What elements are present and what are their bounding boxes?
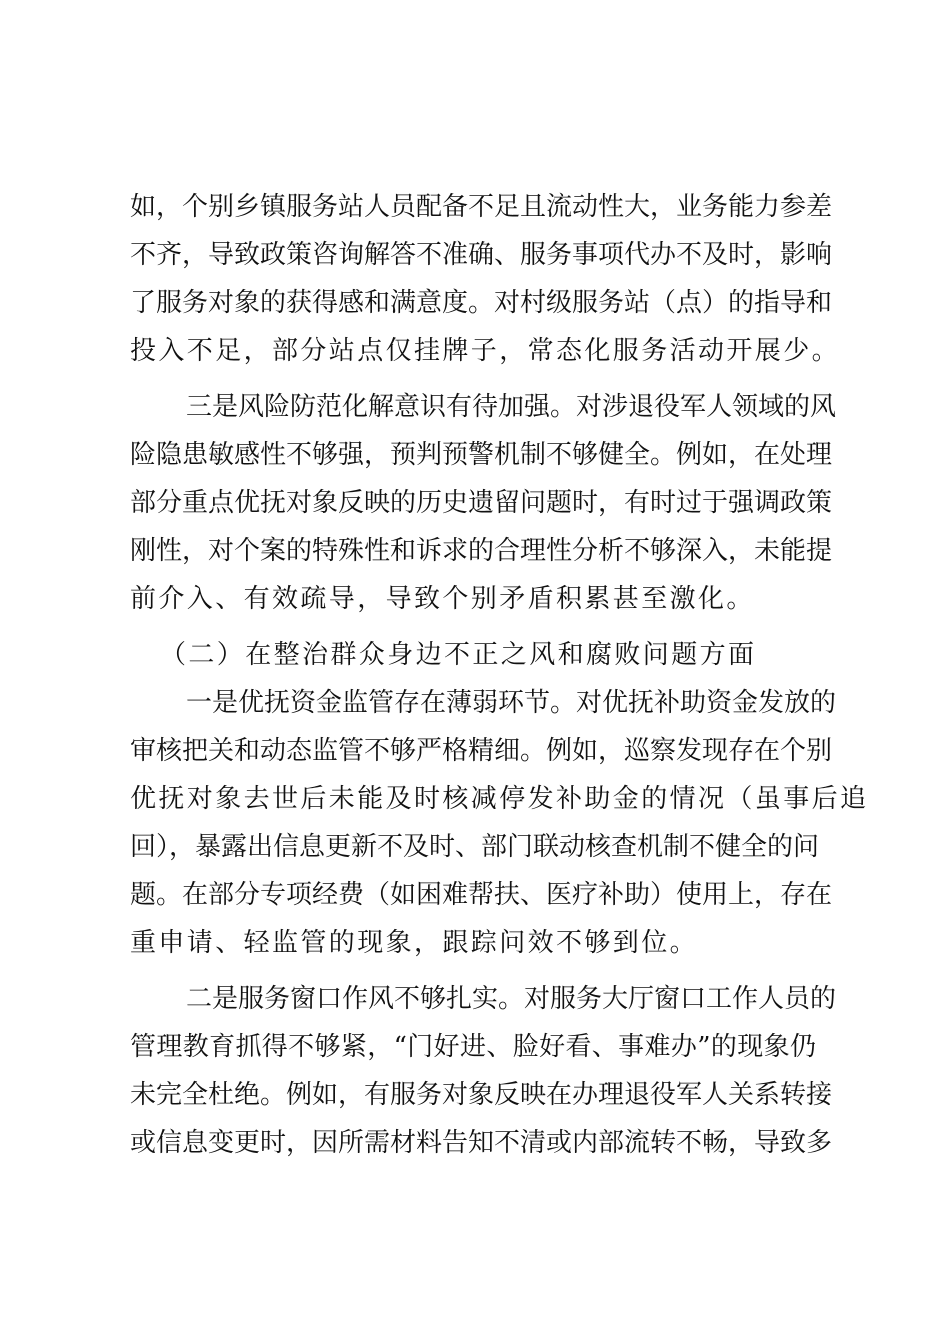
- paragraph-line: 部分重点优抚对象反映的历史遗留问题时，有时过于强调政策: [130, 488, 833, 518]
- paragraph-line: 了服务对象的获得感和满意度。对村级服务站（点）的指导和: [130, 288, 833, 318]
- paragraph-line: 前介入、有效疏导，导致个别矛盾积累甚至激化。: [130, 584, 755, 614]
- paragraph-line: 如，个别乡镇服务站人员配备不足且流动性大，业务能力参差: [130, 192, 833, 222]
- paragraph-line: 不齐，导致政策咨询解答不准确、服务事项代办不及时，影响: [130, 240, 833, 270]
- paragraph-line: 优抚对象去世后未能及时核减停发补助金的情况（虽事后追: [130, 784, 869, 814]
- paragraph-line: 投入不足，部分站点仅挂牌子，常态化服务活动开展少。: [130, 336, 841, 366]
- paragraph-line: 未完全杜绝。例如，有服务对象反映在办理退役军人关系转接: [130, 1080, 833, 1110]
- paragraph-line: 审核把关和动态监管不够严格精细。例如，巡察发现存在个别: [130, 736, 833, 766]
- paragraph-line: 三是风险防范化解意识有待加强。对涉退役军人领域的风: [186, 392, 837, 422]
- paragraph-line: 管理教育抓得不够紧，“门好进、脸好看、事难办”的现象仍: [130, 1032, 816, 1062]
- paragraph-line: 险隐患敏感性不够强，预判预警机制不够健全。例如，在处理: [130, 440, 833, 470]
- paragraph-line: 重申请、轻监管的现象，跟踪问效不够到位。: [130, 928, 699, 958]
- section-heading: （二）在整治群众身边不正之风和腐败问题方面: [160, 640, 757, 670]
- paragraph-line: 回），暴露出信息更新不及时、部门联动核查机制不健全的问: [130, 832, 820, 862]
- paragraph-line: 或信息变更时，因所需材料告知不清或内部流转不畅，导致多: [130, 1128, 833, 1158]
- paragraph-line: 二是服务窗口作风不够扎实。对服务大厅窗口工作人员的: [186, 984, 837, 1014]
- paragraph-line: 一是优抚资金监管存在薄弱环节。对优抚补助资金发放的: [186, 688, 837, 718]
- paragraph-line: 刚性，对个案的特殊性和诉求的合理性分析不够深入，未能提: [130, 536, 833, 566]
- paragraph-line: 题。在部分专项经费（如困难帮扶、医疗补助）使用上，存在: [130, 880, 833, 910]
